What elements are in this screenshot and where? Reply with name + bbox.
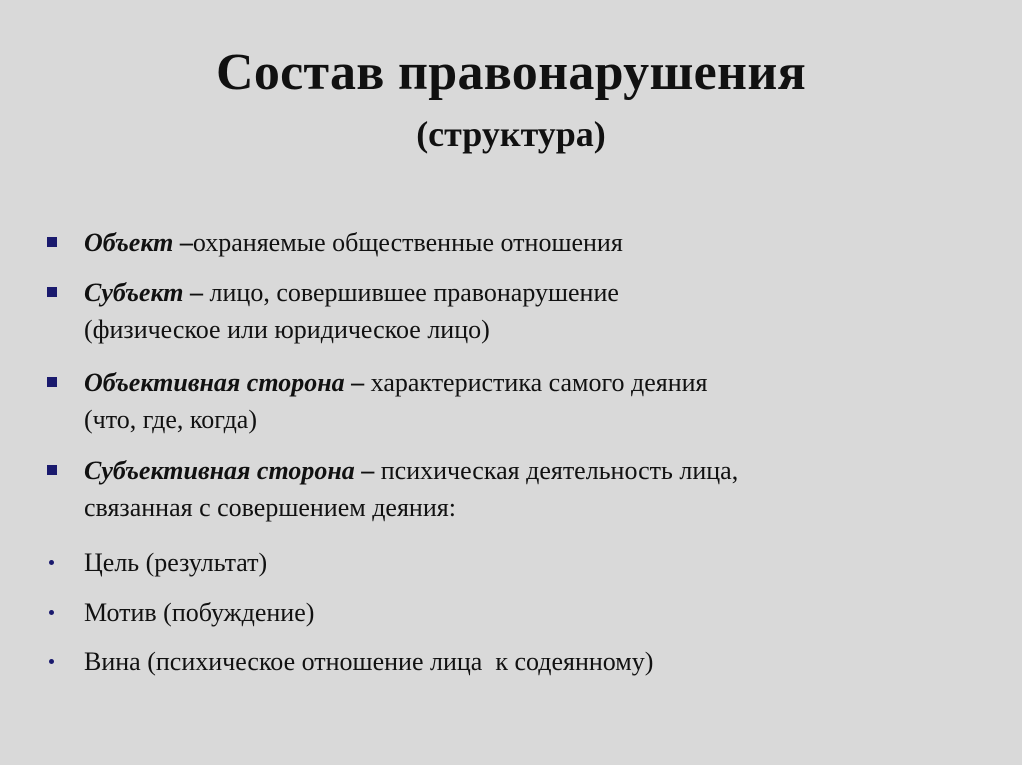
- dot-bullet-icon: [49, 659, 54, 664]
- item-term: Субъект: [84, 278, 184, 307]
- list-item-subject: [84, 274, 984, 348]
- dot-bullet-icon: [49, 560, 54, 565]
- item-text-continued: связанная с совершением деяния:: [84, 493, 456, 522]
- title-subtitle: (структура): [416, 114, 606, 154]
- list-subitem-motive: [84, 594, 984, 631]
- item-text-continued: (что, где, когда): [84, 405, 257, 434]
- dot-bullet-icon: [49, 610, 54, 615]
- item-term: Объективная сторона: [84, 368, 345, 397]
- item-dash: –: [173, 228, 193, 257]
- item-text: характеристика самого деяния: [370, 368, 708, 397]
- item-term: Субъективная сторона: [84, 456, 355, 485]
- list-subitem-goal: [84, 544, 984, 581]
- subitem-text: Вина (психическое отношение лица к содеянному): [84, 647, 654, 676]
- item-term: Объект: [84, 228, 174, 257]
- list-subitem-guilt: [84, 643, 984, 680]
- square-bullet-icon: [47, 237, 57, 247]
- item-text: психическая деятельность лица,: [380, 456, 739, 485]
- list-item-object: [84, 224, 984, 261]
- item-dash: –: [183, 278, 210, 307]
- item-text: лицо, совершившее правонарушение: [209, 278, 619, 307]
- item-text: охраняемые общественные отношения: [192, 228, 623, 257]
- subitem-text: Мотив (побуждение): [84, 598, 315, 627]
- slide-title: [0, 40, 1022, 156]
- list-item-objective-side: [84, 364, 984, 438]
- title-main: Состав правонарушения: [215, 44, 807, 101]
- item-dash: –: [354, 456, 381, 485]
- square-bullet-icon: [47, 287, 57, 297]
- square-bullet-icon: [47, 465, 57, 475]
- square-bullet-icon: [47, 377, 57, 387]
- subitem-text: Цель (результат): [84, 548, 268, 577]
- item-dash: –: [344, 368, 371, 397]
- item-text-continued: (физическое или юридическое лицо): [84, 315, 490, 344]
- list-item-subjective-side: [84, 452, 984, 526]
